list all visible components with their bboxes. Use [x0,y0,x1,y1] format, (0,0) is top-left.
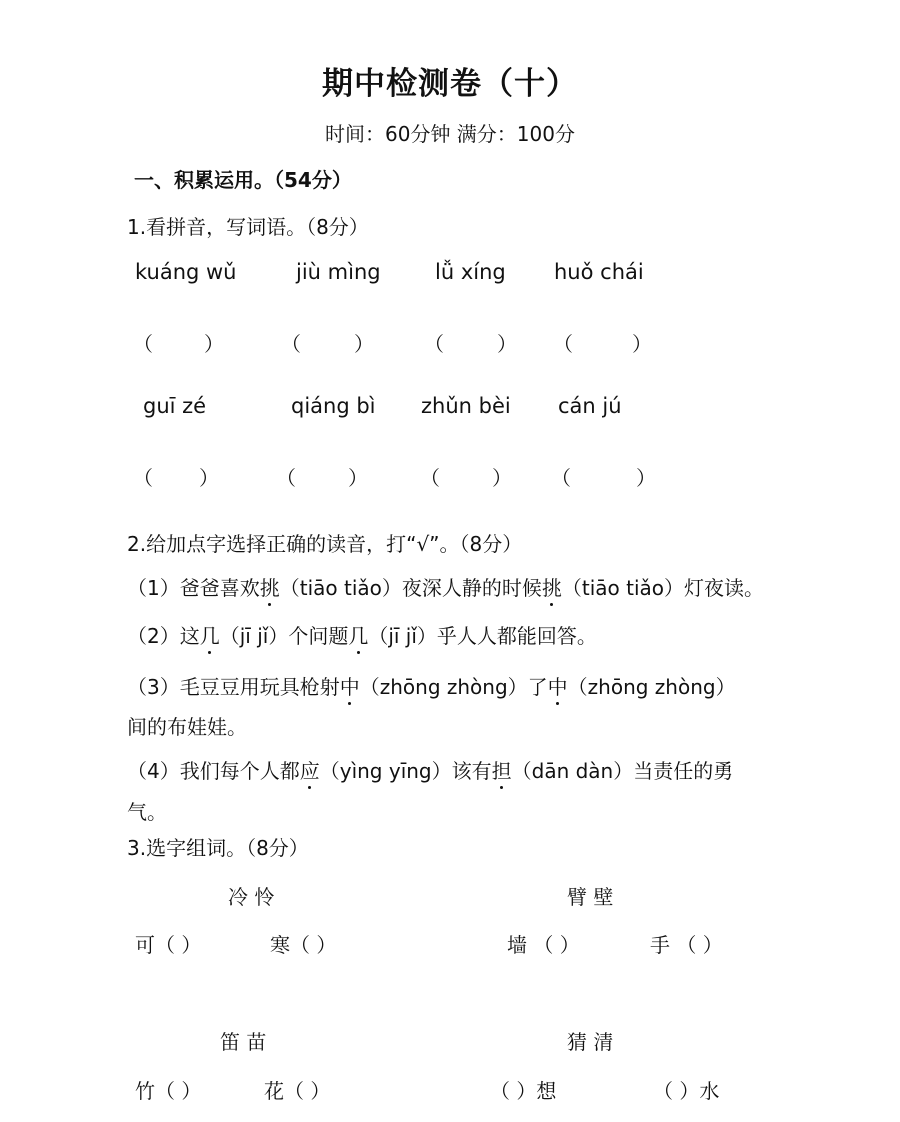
answer-blank-close: ） [636,466,656,490]
word-zhu-blank[interactable]: 竹（ ） [135,1079,202,1103]
dotted-char: 应 [300,755,320,784]
word-shui-blank[interactable]: （ ）水 [653,1079,720,1103]
question-3-heading: 3.选字组词。（8分） [127,836,309,860]
pinyin-gui-ze: guī zé [143,394,207,418]
answer-blank-close: ） [354,332,374,356]
answer-blank-open[interactable]: （ [424,332,444,356]
pinyin-qiang-bi: qiáng bì [291,394,376,418]
word-xiang-blank[interactable]: （ ）想 [490,1079,557,1103]
dotted-char: 中 [548,671,568,700]
question-2-heading: 2.给加点字选择正确的读音，打“√”。（8分） [127,532,523,556]
q2-item-4-continuation: 气。 [127,800,167,824]
dotted-char: 担 [492,755,512,784]
answer-blank-close: ） [348,466,368,490]
pinyin-can-ju: cán jú [558,394,622,418]
char-pair-cai-qing: 猜 清 [567,1030,614,1054]
answer-blank-open[interactable]: （ [276,466,296,490]
q2-item-3-continuation: 间的布娃娃。 [127,715,247,739]
word-hua-blank[interactable]: 花（ ） [264,1079,331,1103]
q2-item-4: （4）我们每个人都应（yìng yīng）该有担（dān dàn）当责任的勇 [127,755,733,784]
dotted-char: 中 [340,671,360,700]
char-pair-di-miao: 笛 苗 [220,1030,267,1054]
answer-blank-open[interactable]: （ [133,466,153,490]
answer-blank-close: ） [492,466,512,490]
pinyin-lv-xing: lǚ xíng [435,260,506,284]
answer-blank-close: ） [632,332,652,356]
exam-info: 时间：60分钟 满分：100分 [325,122,575,146]
answer-blank-open[interactable]: （ [551,466,571,490]
char-pair-bi-bi: 臂 壁 [567,885,614,909]
answer-blank-open[interactable]: （ [281,332,301,356]
page-title: 期中检测卷（十） [322,66,578,102]
answer-blank-open[interactable]: （ [420,466,440,490]
answer-blank-close: ） [199,466,219,490]
pinyin-jiu-ming: jiù mìng [296,260,381,284]
dotted-char: 几 [200,620,220,649]
answer-blank-close: ） [497,332,517,356]
char-pair-leng-lian: 冷 怜 [228,885,275,909]
word-qiang-blank[interactable]: 墙 （ ） [507,933,580,957]
dotted-char: 挑 [542,572,562,601]
answer-blank-open[interactable]: （ [553,332,573,356]
q2-item-1: （1）爸爸喜欢挑（tiāo tiǎo）夜深人静的时候挑（tiāo tiǎo）灯夜读。 [127,572,764,601]
pinyin-kuang-wu: kuáng wǔ [135,260,237,284]
pinyin-zhun-bei: zhǔn bèi [421,394,511,418]
word-ke-blank[interactable]: 可（ ） [135,933,202,957]
pinyin-huo-chai: huǒ chái [554,260,644,284]
word-han-blank[interactable]: 寒（ ） [270,933,337,957]
dotted-char: 挑 [260,572,280,601]
q2-item-2: （2）这几（jī jǐ）个问题几（jī jǐ）乎人人都能回答。 [127,620,597,649]
section-1-heading: 一、积累运用。（54分） [134,168,352,192]
answer-blank-open[interactable]: （ [133,332,153,356]
question-1-heading: 1.看拼音，写词语。（8分） [127,215,369,239]
q2-item-3: （3）毛豆豆用玩具枪射中（zhōng zhòng）了中（zhōng zhòng） [127,671,736,700]
answer-blank-close: ） [204,332,224,356]
dotted-char: 几 [348,620,368,649]
word-shou-blank[interactable]: 手 （ ） [650,933,723,957]
